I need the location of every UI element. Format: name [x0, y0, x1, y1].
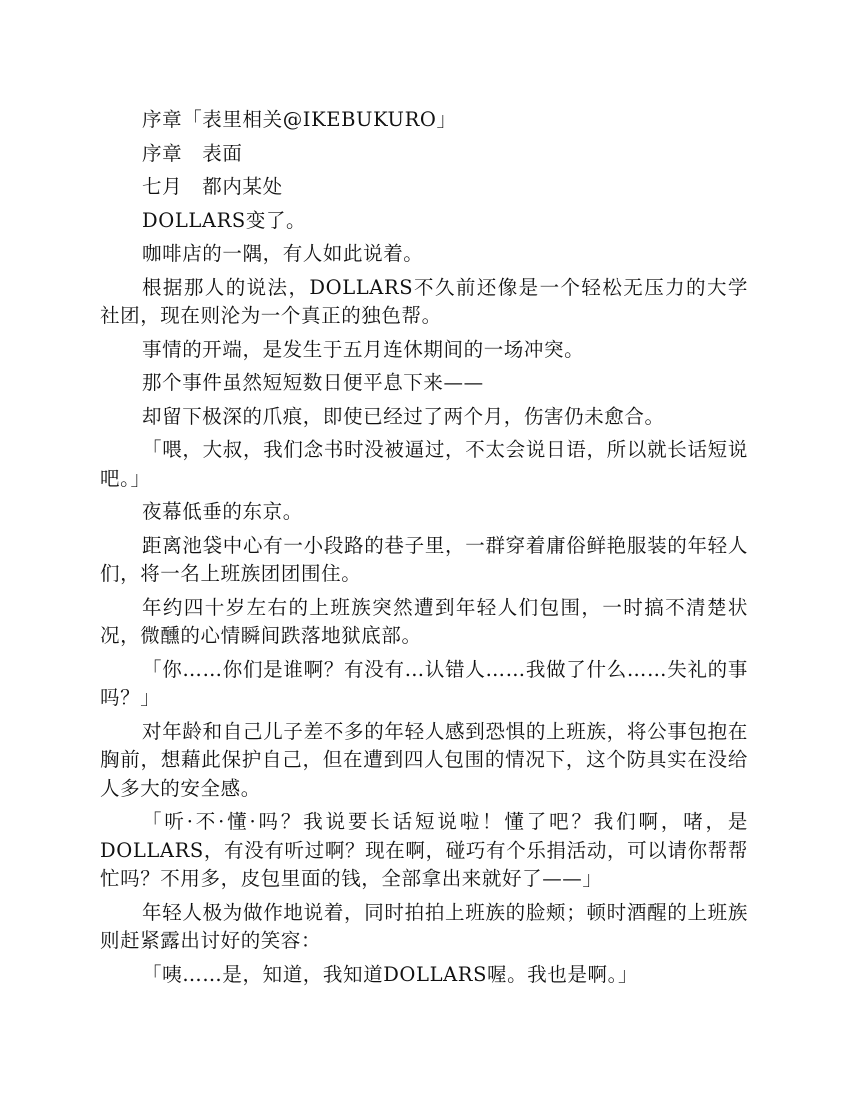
dialogue-paragraph: 「听·不·懂·吗？我说要长话短说啦！懂了吧？我们啊，啫，是DOLLARS，有没有听过啊？现在啊，碰巧有个乐捐活动，可以请你帮帮忙吗？不用多，皮包里面的钱，全部拿出来就好了——」	[100, 810, 748, 890]
paragraph: 事情的开端，是发生于五月连休期间的一场冲突。	[142, 337, 585, 361]
dialogue-paragraph: 「喂，大叔，我们念书时没被逼过，不太会说日语，所以就长话短说吧。」	[100, 438, 748, 490]
dialogue-paragraph: 「你……你们是谁啊？有没有…认错人……我做了什么……失礼的事吗？」	[100, 657, 748, 709]
paragraph: 夜幕低垂的东京。	[142, 500, 303, 523]
scene-heading: 七月 都内某处	[142, 175, 283, 198]
paragraph: 年轻人极为做作地说着，同时拍拍上班族的脸颊；顿时酒醒的上班族则赶紧露出讨好的笑容：	[100, 900, 748, 952]
paragraph: 咖啡店的一隅，有人如此说着。	[142, 242, 424, 265]
document-body	[100, 106, 748, 994]
paragraph: 那个事件虽然短短数日便平息下来——	[142, 371, 484, 394]
dialogue-paragraph: 「咦……是，知道，我知道DOLLARS喔。我也是啊。」	[142, 962, 639, 986]
paragraph: 却留下极深的爪痕，即使已经过了两个月，伤害仍未愈合。	[142, 404, 665, 428]
paragraph: 根据那人的说法，DOLLARS不久前还像是一个轻松无压力的大学社团，现在则沦为一个真正的独色帮。	[100, 275, 748, 327]
paragraph: DOLLARS变了。	[142, 208, 307, 232]
chapter-heading: 序章「表里相关@IKEBUKURO」	[142, 108, 457, 131]
paragraph: 对年龄和自己儿子差不多的年轻人感到恐惧的上班族，将公事包抱在胸前，想藉此保护自己，但在遭到四人包围的情况下，这个防具实在没给人多大的安全感。	[100, 719, 748, 800]
paragraph: 年约四十岁左右的上班族突然遭到年轻人们包围，一时搞不清楚状况，微醺的心情瞬间跌落地狱底部。	[100, 595, 748, 647]
paragraph: 距离池袋中心有一小段路的巷子里，一群穿着庸俗鲜艳服装的年轻人们，将一名上班族团团围住。	[100, 533, 748, 585]
section-heading: 序章 表面	[142, 141, 243, 165]
